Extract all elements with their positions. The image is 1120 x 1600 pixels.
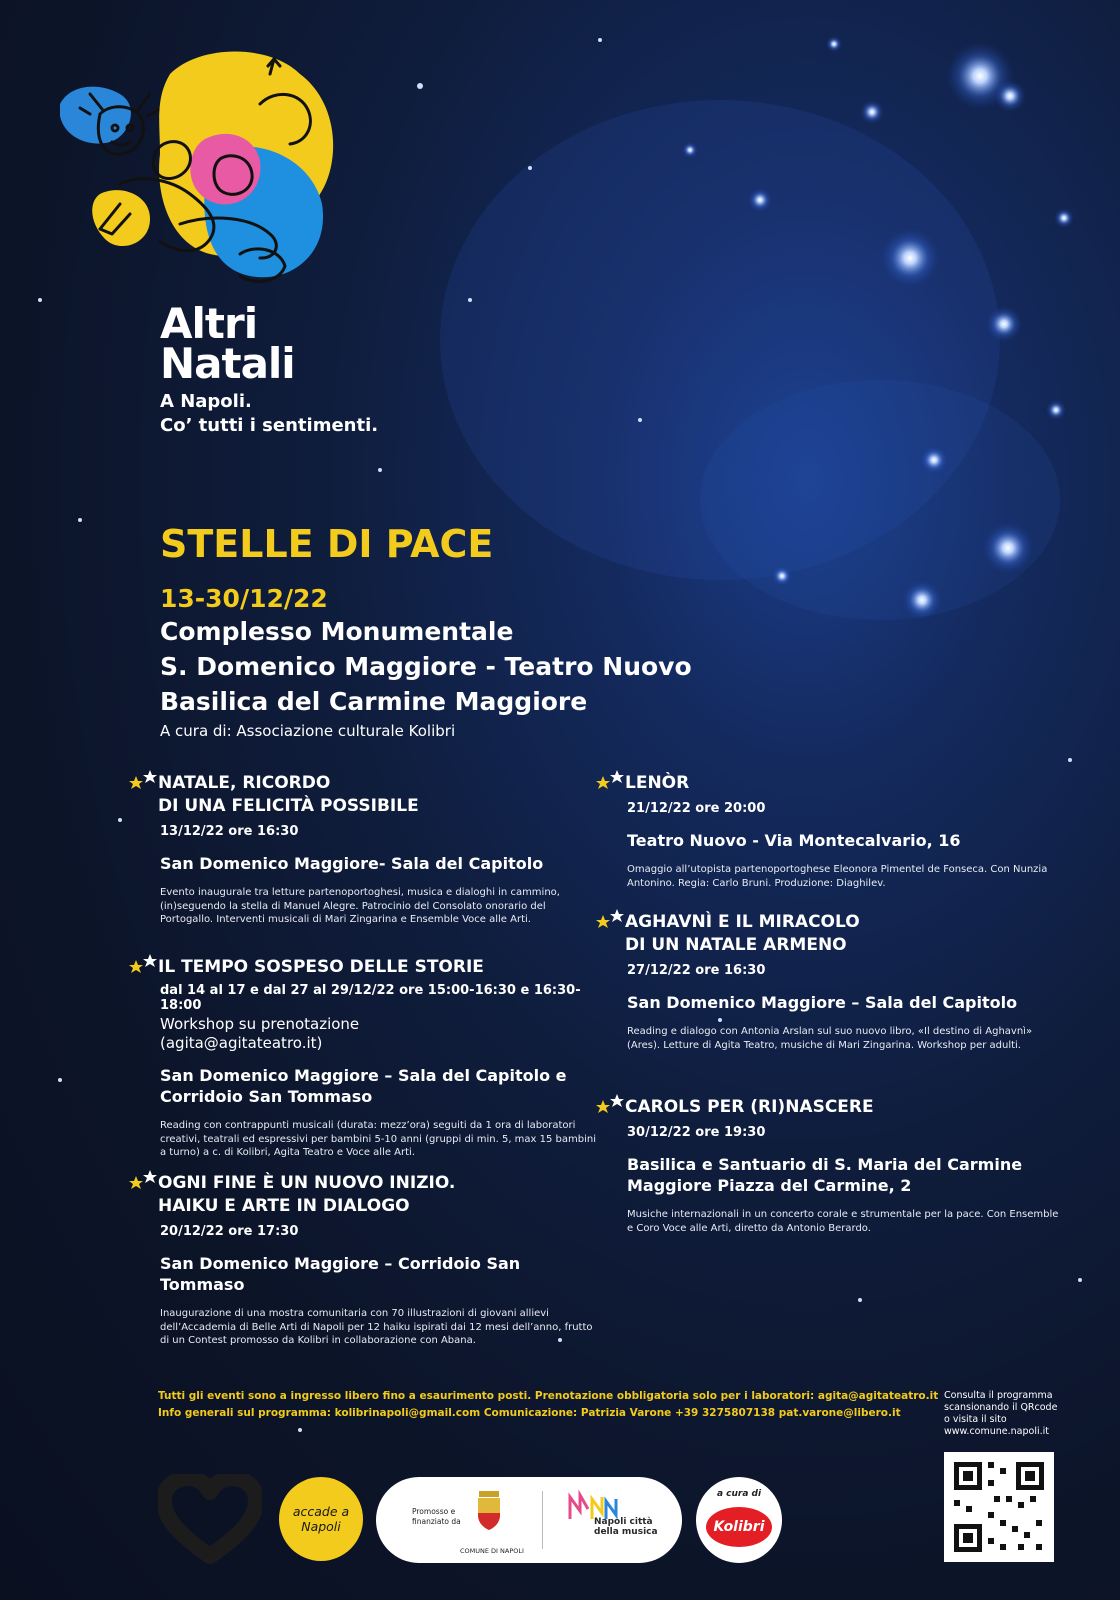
event-description: Omaggio all’utopista partenoportoghese Eleonora Pimentel de Fonseca. Con Nunzia Antonino. Regia: Carlo Bruni. Produzione: Diaghilev. (627, 864, 1048, 889)
stars-icon (126, 954, 158, 976)
event-title-line1: OGNI FINE È UN NUOVO INIZIO. (158, 1173, 456, 1193)
page-title: STELLE DI PACE (160, 522, 494, 566)
stars-icon (126, 770, 158, 792)
brand-line2: Natali (160, 339, 295, 388)
event-card (160, 956, 600, 1160)
event-date: 27/12/22 ore 16:30 (627, 963, 766, 978)
event-location: San Domenico Maggiore – Corridoio San Tommaso (160, 1254, 521, 1294)
event-header (160, 772, 600, 818)
brand-block (160, 299, 379, 438)
event-description: Inaugurazione di una mostra comunitaria con 70 illustrazioni di giovani allievi dell’Accademia di Belle Arti di Napoli per 12 haiku ispirati dai 12 mesi dell’anno, frutto di un Contest promosso da Kolibri in collaborazione con Abana. (160, 1308, 593, 1346)
event-title: CAROLS PER (RI)NASCERE (625, 1097, 874, 1117)
tagline2: Co’ tutti i sentimenti. (160, 415, 379, 436)
venue-line1: Complesso Monumentale (160, 617, 514, 646)
consult-line1: Consulta il programma (944, 1390, 1053, 1401)
event-location: San Domenico Maggiore – Sala del Capitolo e (160, 1066, 567, 1085)
event-title-line2: DI UN NATALE ARMENO (625, 935, 847, 955)
venue-block (160, 614, 692, 719)
website-link[interactable]: www.comune.napoli.it (944, 1426, 1050, 1437)
event-header (160, 1172, 600, 1218)
brand-line1: Altri (160, 299, 258, 348)
event-description: Evento inaugurale tra letture partenoportoghesi, musica e dialoghi in cammino, (in)seguendo la stella di Manuel Alegre. Patrocinio del Consolato onorario del Portogallo. Interventi musicali di Mari Zingarina e Ensemble Voce alle Arti. (160, 887, 560, 925)
altri-natali-logo (60, 44, 360, 294)
event-title-line2: HAIKU E ARTE IN DIALOGO (158, 1196, 410, 1216)
venue-line2: S. Domenico Maggiore - Teatro Nuovo (160, 652, 692, 681)
event-title (158, 1172, 455, 1218)
consult-block (944, 1390, 1057, 1438)
event-card (160, 772, 600, 927)
event-location-line2: Corridoio San Tommaso (160, 1087, 373, 1106)
comune-di-napoli-label: COMUNE DI NAPOLI (460, 1547, 524, 1555)
event-title: IL TEMPO SOSPESO DELLE STORIE (158, 957, 484, 977)
kolibri-logo: Kolibri (706, 1507, 772, 1547)
event-header (627, 772, 1067, 795)
event-location-line2: Maggiore Piazza del Carmine, 2 (627, 1176, 912, 1195)
event-date: 13/12/22 ore 16:30 (160, 824, 299, 839)
curator: A cura di: Associazione culturale Kolibri (160, 722, 456, 740)
tagline1: A Napoli. (160, 391, 252, 412)
qr-code-icon[interactable] (944, 1452, 1054, 1562)
a-cura-di-label: a cura di (716, 1489, 762, 1499)
event-location: Teatro Nuovo - Via Montecalvario, 16 (627, 831, 961, 850)
event-title: LENÒR (625, 773, 690, 793)
event-description: Musiche internazionali in un concerto corale e strumentale per la pace. Con Ensemble e Coro Voce alle Arti, diretto da Antonio Berardo. (627, 1209, 1059, 1234)
event-title-line2: DI UNA FELICITÀ POSSIBILE (158, 796, 419, 816)
partners-block (376, 1477, 682, 1563)
event-header (627, 911, 1067, 957)
stars-icon (593, 909, 625, 931)
event-extra-line1: Workshop su prenotazione (160, 1015, 360, 1033)
stars-icon (593, 1094, 625, 1116)
consult-line3: o visita il sito (944, 1414, 1007, 1425)
festival-dates: 13-30/12/22 (160, 584, 328, 613)
coat-of-arms-icon (476, 1491, 502, 1531)
consult-line2: scansionando il QRcode (944, 1402, 1058, 1413)
napoli-musica-label: Napoli città della musica (594, 1517, 658, 1537)
footer-info (158, 1388, 938, 1422)
footer-line1: Tutti gli eventi sono a ingresso libero fino a esaurimento posti. Prenotazione obbligatoria solo per i laboratori: agita@agitateatro.it (158, 1390, 939, 1402)
promosso-label: Promosso e finanziato da (412, 1507, 461, 1526)
footer-line2: Info generali sul programma: kolibrinapoli@gmail.com Comunicazione: Patrizia Varone +39 3275807138 pat.varone@libero.it (158, 1407, 901, 1419)
event-title (158, 772, 419, 818)
event-card (627, 911, 1067, 1052)
event-date: 30/12/22 ore 19:30 (627, 1125, 766, 1140)
event-title-line1: NATALE, RICORDO (158, 773, 331, 793)
divider (542, 1491, 543, 1549)
event-header (160, 956, 600, 979)
kolibri-badge (696, 1477, 782, 1563)
event-location: Basilica e Santuario di S. Maria del Carmine (627, 1155, 1023, 1174)
venue-line3: Basilica del Carmine Maggiore (160, 687, 588, 716)
accade-a-napoli-badge: accade a Napoli (279, 1477, 363, 1561)
stars-icon (593, 770, 625, 792)
event-description: Reading e dialogo con Antonia Arslan sul suo nuovo libro, «Il destino di Aghavnì» (Ares). Letture di Agita Teatro, musiche di Mari Zingarina. Workshop per adulti. (627, 1026, 1033, 1051)
heart-icon (158, 1474, 262, 1564)
event-description: Reading con contrappunti musicali (durata: mezz’ora) seguiti da 1 ora di laboratori creativi, teatrali ed espressivi per bambini 5-10 anni (gruppi di min. 5, max 15 bambini a turno) a c. di Kolibri, Agita Teatro e Voce alle Arti. (160, 1120, 597, 1158)
event-card (627, 772, 1067, 890)
event-title-line1: AGHAVNÌ E IL MIRACOLO (625, 912, 860, 932)
event-header (627, 1096, 1067, 1119)
stars-icon (126, 1170, 158, 1192)
event-card (627, 1096, 1067, 1235)
event-location: San Domenico Maggiore – Sala del Capitolo (627, 993, 1018, 1012)
event-date: dal 14 al 17 e dal 27 al 29/12/22 ore 15:00-16:30 e 16:30-18:00 (160, 983, 581, 1013)
event-card (160, 1172, 600, 1348)
event-date: 21/12/22 ore 20:00 (627, 801, 766, 816)
event-extra-line2: (agita@agitateatro.it) (160, 1034, 323, 1052)
event-title (625, 911, 860, 957)
event-date: 20/12/22 ore 17:30 (160, 1224, 299, 1239)
event-location: San Domenico Maggiore- Sala del Capitolo (160, 854, 544, 873)
